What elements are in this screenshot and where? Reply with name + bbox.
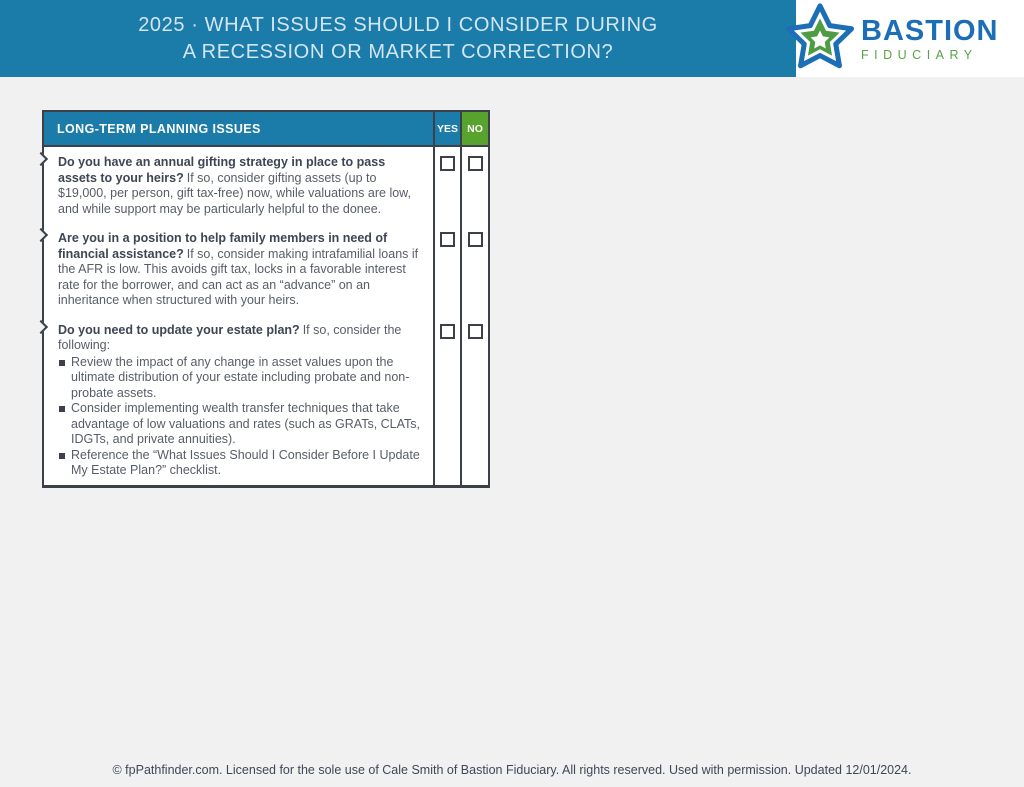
bullet-square-icon (59, 360, 65, 366)
yes-checkbox[interactable] (440, 232, 455, 247)
issue-question: Are you in a position to help family members in need of financial assistance? (58, 231, 388, 261)
yes-cell (433, 147, 460, 223)
logo (796, 0, 1024, 77)
list-item (58, 355, 425, 402)
issue-text (44, 147, 433, 223)
issue-text (44, 315, 433, 485)
no-column-header: NO (460, 112, 488, 145)
list-item (58, 401, 425, 448)
logo-wordmark (861, 16, 999, 62)
yes-cell (433, 223, 460, 315)
table-row (44, 147, 488, 223)
table-header-label: LONG-TERM PLANNING ISSUES (44, 112, 433, 145)
table-header-row (44, 112, 488, 147)
bullet-square-icon (59, 453, 65, 459)
star-badge-icon (784, 3, 856, 75)
issue-bullet-list (58, 355, 425, 479)
yes-column-header: YES (433, 112, 460, 145)
page-title-line2: A RECESSION OR MARKET CORRECTION? (182, 40, 614, 63)
issue-detail: If so, consider the following: (58, 322, 402, 352)
issue-question: Do you need to update your estate plan? (58, 322, 300, 337)
issue-detail: If so, consider gifting assets (up to $19,000, per person, gift tax-free) now, while valuations are low, and while support may be particularly helpful to the donee. (58, 170, 411, 216)
list-item (58, 448, 425, 479)
bullet-text: Consider implementing wealth transfer techniques that take advantage of low valuations and rates (such as GRATs, CLATs, IDGTs, and private annuities). (71, 401, 421, 446)
checklist-table (42, 110, 490, 488)
no-checkbox[interactable] (468, 232, 483, 247)
page-title-line1: 2025 · WHAT ISSUES SHOULD I CONSIDER DURING (138, 13, 658, 36)
yes-checkbox[interactable] (440, 324, 455, 339)
yes-cell (433, 315, 460, 485)
no-cell (460, 315, 488, 485)
footer-license-text: © fpPathfinder.com. Licensed for the sole use of Cale Smith of Bastion Fiduciary. All rights reserved. Used with permission. Updated 12/01/2024. (112, 763, 912, 777)
no-cell (460, 147, 488, 223)
issue-detail: If so, consider making intrafamilial loans if the AFR is low. This avoids gift tax, locks in a favorable interest rate for the borrower, and can act as an “advance” on an inheritance when structured with your heirs. (58, 246, 419, 307)
table-row (44, 315, 488, 485)
header-bar (0, 0, 1024, 77)
yes-checkbox[interactable] (440, 156, 455, 171)
no-cell (460, 223, 488, 315)
bullet-square-icon (59, 406, 65, 412)
footer (0, 763, 1024, 777)
issue-text (44, 223, 433, 315)
page-title (0, 0, 796, 77)
bullet-text: Reference the “What Issues Should I Consider Before I Update My Estate Plan?” checklist. (71, 447, 420, 477)
logo-name: BASTION (861, 14, 999, 47)
table-row (44, 223, 488, 315)
no-checkbox[interactable] (468, 324, 483, 339)
logo-subname: FIDUCIARY (861, 47, 978, 62)
issue-question: Do you have an annual gifting strategy in place to pass assets to your heirs? (58, 155, 386, 185)
bullet-text: Review the impact of any change in asset values upon the ultimate distribution of your estate including probate and non-probate assets. (71, 354, 410, 400)
no-checkbox[interactable] (468, 156, 483, 171)
